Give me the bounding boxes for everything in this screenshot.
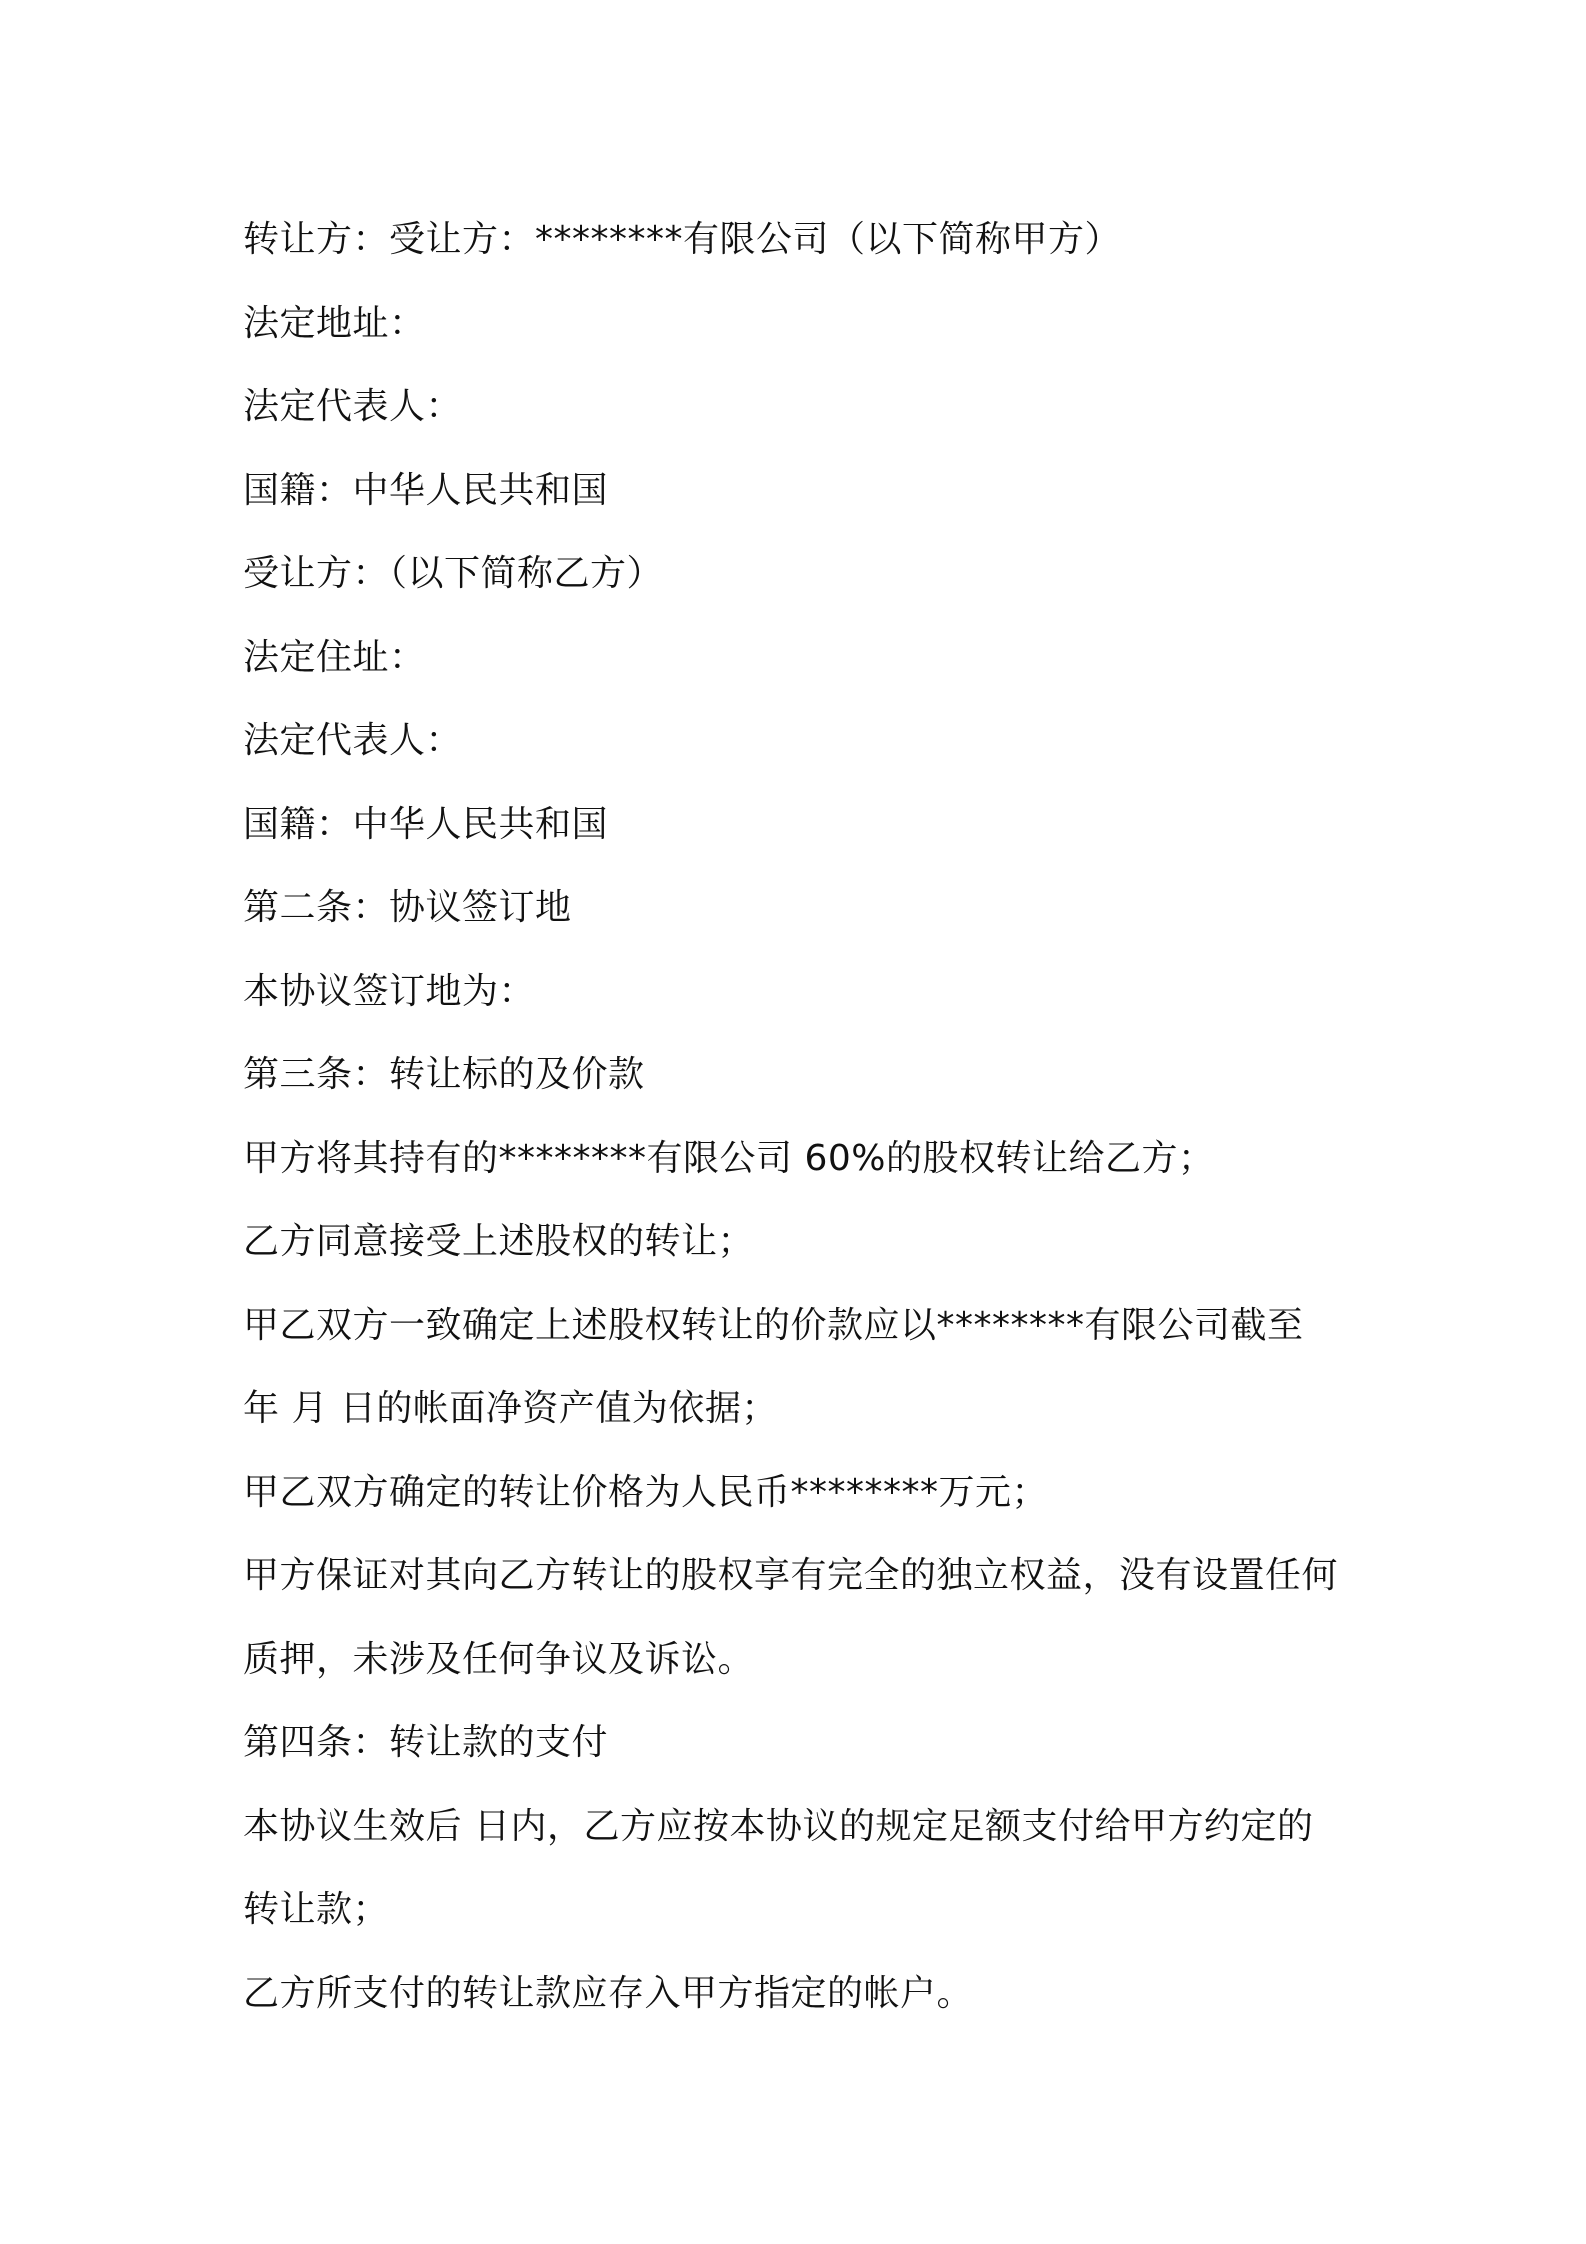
signing-place-line: 本协议签订地为：	[243, 970, 536, 1012]
transferee-line: 受让方：（以下简称乙方）	[243, 553, 664, 594]
transfer-price-line: 甲乙双方确定的转让价格为人民币********万元；	[243, 1471, 1049, 1513]
price-basis-line: 甲乙双方一致确定上述股权转让的价款应以********有限公司截至	[243, 1304, 1304, 1346]
article-3-heading: 第三条：转让标的及价款	[243, 1054, 645, 1095]
nationality-line: 国籍：中华人民共和国	[243, 469, 609, 511]
article-2-heading: 第二条：协议签订地	[243, 887, 572, 928]
document-body	[243, 198, 1363, 2035]
guarantee-line-cont: 质押，未涉及任何争议及诉讼。	[243, 1638, 755, 1680]
price-basis-line-cont: 年 月 日的帐面净资产值为依据；	[243, 1388, 778, 1429]
transferor-line: 转让方：受让方：********有限公司（以下简称甲方）	[243, 219, 1122, 260]
legal-representative-line-2: 法定代表人：	[243, 720, 463, 761]
legal-residence-line: 法定住址：	[243, 636, 426, 678]
guarantee-line: 甲方保证对其向乙方转让的股权享有完全的独立权益，没有设置任何	[243, 1555, 1339, 1596]
payment-line: 本协议生效后 日内，乙方应按本协议的规定足额支付给甲方约定的	[243, 1805, 1314, 1847]
payment-line-cont: 转让款；	[243, 1889, 390, 1930]
account-line: 乙方所支付的转让款应存入甲方指定的帐户。	[243, 1972, 974, 2014]
article-4-heading: 第四条：转让款的支付	[243, 1722, 609, 1763]
legal-representative-line: 法定代表人：	[243, 386, 463, 427]
acceptance-line: 乙方同意接受上述股权的转让；	[243, 1221, 755, 1262]
nationality-line-2: 国籍：中华人民共和国	[243, 803, 609, 845]
legal-address-line: 法定地址：	[243, 302, 426, 344]
equity-transfer-line: 甲方将其持有的********有限公司 60%的股权转让给乙方；	[243, 1137, 1215, 1179]
